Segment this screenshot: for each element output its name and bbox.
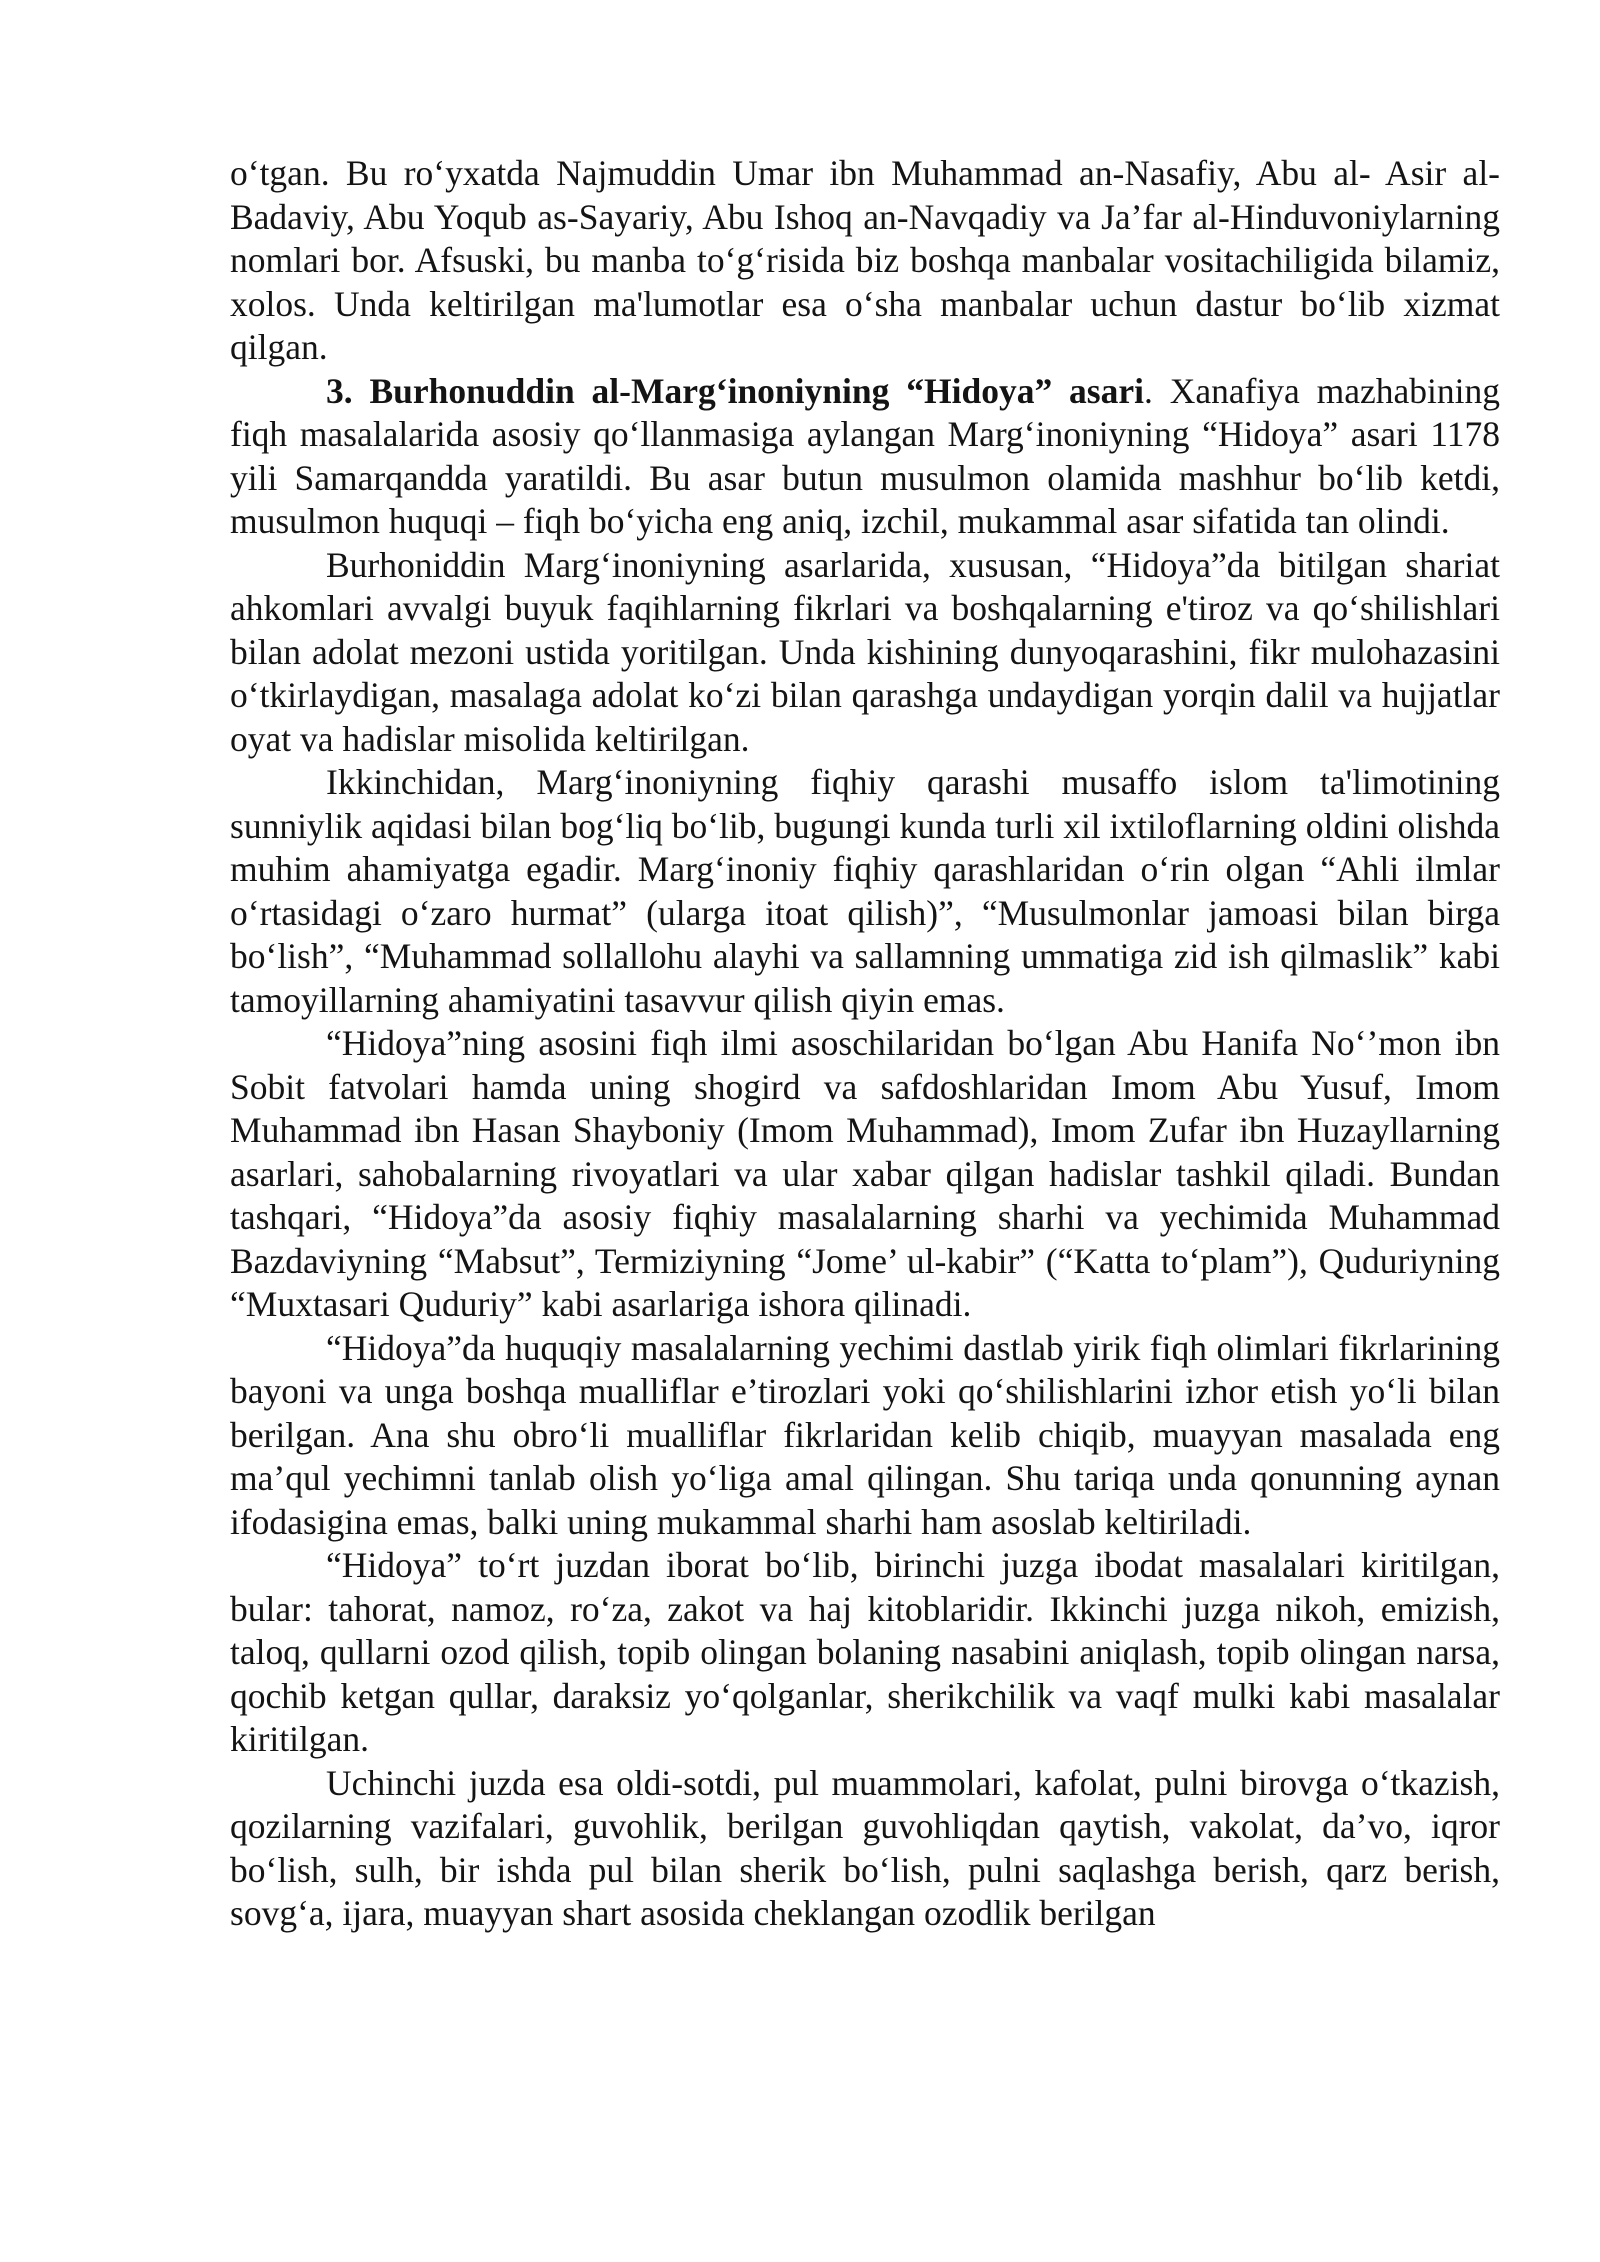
section-intro-text: . Xanafiya mazhabining fiqh masalalarida asosiy qo‘llanmasiga aylangan Marg‘inoniyning “Hidoya” asari 1178 yili Samarqandda yaratildi. Bu asar butun musulmon olamida mashhur bo‘lib ketdi, musulmon huquqi – fiqh bo‘yicha eng aniq, izchil, mukammal asar sifatida tan olindi.	[230, 370, 1500, 541]
paragraph: Burhoniddin Marg‘inoniyning asarlarida, xususan, “Hidoya”da bitilgan shariat ahkomlari avvalgi buyuk faqihlarning fikrlari va boshqalarning e'tiroz va qo‘shilishlari bilan adolat mezoni ustida yoritilgan. Unda kishining dunyoqarashini, fikr mulohazasini o‘tkirlaydigan, masalaga adolat ko‘zi bilan qarashga undaydigan yorqin dalil va hujjatlar oyat va hadislar misolida keltirilgan.	[230, 544, 1500, 759]
paragraph: Uchinchi juzda esa oldi-sotdi, pul muammolari, kafolat, pulni birovga o‘tkazish, qozilarning vazifalari, guvohlik, berilgan guvohliqdan qaytish, vakolat, da’vo, iqror bo‘lish, sulh, bir ishda pul bilan sherik bo‘lish, pulni saqlashga berish, qarz berish, sovg‘a, ijara, muayyan shart asosida cheklangan ozodlik berilgan	[230, 1762, 1500, 1933]
paragraph: “Hidoya”ning asosini fiqh ilmi asoschilaridan bo‘lgan Abu Hanifa No‘’mon ibn Sobit fatvolari hamda uning shogird va safdoshlaridan Imom Abu Yusuf, Imom Muhammad ibn Hasan Shayboniy (Imom Muhammad), Imom Zufar ibn Huzayllarning asarlari, sahobalarning rivoyatlari va ular xabar qilgan hadislar tashkil qiladi. Bundan tashqari, “Hidoya”da asosiy fiqhiy masalalarning sharhi va yechimida Muhammad Bazdaviyning “Mabsut”, Termiziyning “Jome’ ul-kabir” (“Katta to‘plam”), Quduriyning “Muxtasari Quduriy” kabi asarlariga ishora qilinadi.	[230, 1023, 1500, 1324]
paragraph: “Hidoya” to‘rt juzdan iborat bo‘lib, birinchi juzga ibodat masalalari kiritilgan, bular: tahorat, namoz, ro‘za, zakot va haj kitoblaridir. Ikkinchi juzga nikoh, emizish, taloq, qullarni ozod qilish, topib olingan bolaning nasabini aniqlash, topib olingan narsa, qochib ketgan qullar, daraksiz yo‘qolganlar, sherikchilik va vaqf mulki kabi masalalar kiritilgan.	[230, 1545, 1500, 1759]
section-heading: 3. Burhonuddin al-Marg‘inoniyning “Hidoya” asari	[326, 370, 1144, 411]
section-paragraph-hidoya	[230, 370, 1500, 544]
paragraph: Ikkinchidan, Marg‘inoniyning fiqhiy qarashi musaffo islom ta'limotining sunniylik aqidasi bilan bog‘liq bo‘lib, bugungi kunda turli xil ixtiloflarning oldini olishda muhim ahamiyatga egadir. Marg‘inoniy fiqhiy qarashlaridan o‘rin olgan “Ahli ilmlar o‘rtasidagi o‘zaro hurmat” (ularga itoat qilish)”, “Musulmonlar jamoasi bilan birga bo‘lish”, “Muhammad sollallohu alayhi va sallamning ummatiga zid ish qilmaslik” kabi tamoyillarning ahamiyatini tasavvur qilish qiyin emas.	[230, 762, 1501, 1020]
paragraph: “Hidoya”da huquqiy masalalarning yechimi dastlab yirik fiqh olimlari fikrlarining bayoni va unga boshqa mualliflar e’tirozlari yoki qo‘shilishlarini izhor etish yo‘li bilan berilgan. Ana shu obro‘li mualliflar fikrlaridan kelib chiqib, muayyan masalada eng ma’qul yechimni tanlab olish yo‘liga amal qilingan. Shu tariqa unda qonunning aynan ifodasigina emas, balki uning mukammal sharhi ham asoslab keltiriladi.	[230, 1327, 1500, 1542]
paragraph-continuation: o‘tgan. Bu ro‘yxatda Najmuddin Umar ibn Muhammad an-Nasafiy, Abu al- Asir al-Badaviy, Abu Yoqub as-Sayariy, Abu Ishoq an-Navqadiy va Ja’far al-Hinduvoniylarning nomlari bor. Afsuski, bu manba to‘g‘risida biz boshqa manbalar vositachiligida bilamiz, xolos. Unda keltirilgan ma'lumotlar esa o‘sha manbalar uchun dastur bo‘lib xizmat qilgan.	[230, 153, 1500, 367]
document-page	[230, 152, 1500, 1936]
